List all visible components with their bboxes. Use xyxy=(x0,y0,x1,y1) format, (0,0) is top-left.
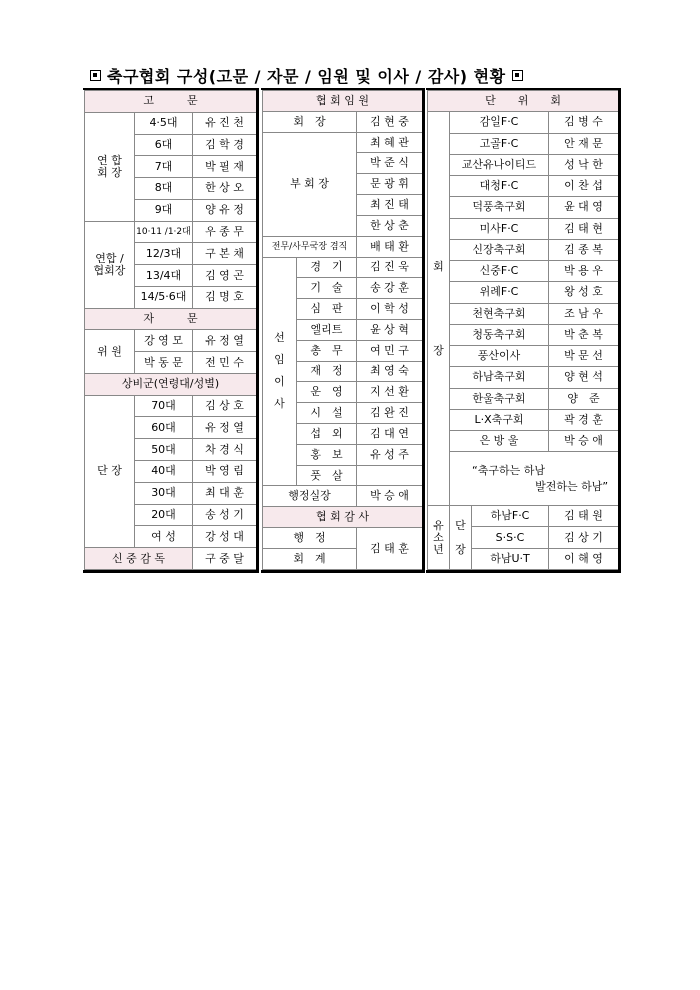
name-cell: 박 동 문 xyxy=(135,352,193,374)
role-cell: 엘리트 xyxy=(297,319,357,340)
role-cell: 홍 보 xyxy=(297,444,357,465)
youth-label: 유 소 년 xyxy=(428,506,450,570)
club-cell: 천현축구회 xyxy=(450,303,549,324)
name-cell: 박 용 우 xyxy=(549,261,619,282)
name-cell: 윤 대 영 xyxy=(549,197,619,218)
name-cell: 김 학 경 xyxy=(193,134,257,156)
name-cell: 한 상 오 xyxy=(193,178,257,200)
director-label: 선 임 이 사 xyxy=(263,257,297,486)
audit-role-cell: 행 정 xyxy=(263,528,357,549)
club-cell: 은 방 울 xyxy=(450,431,549,452)
audit-header: 협 회 감 사 xyxy=(263,507,423,528)
supervisor-label: 신 중 감 독 xyxy=(85,548,193,570)
club-panel xyxy=(427,90,618,570)
club-cell: 한울축구회 xyxy=(450,388,549,409)
club-cell: 하남U·T xyxy=(472,548,549,569)
title-text: 축구협회 구성(고문 / 자문 / 임원 및 이사 / 감사) 현황 xyxy=(107,67,506,86)
age-cell: 60대 xyxy=(135,417,193,439)
name-cell: 김 명 호 xyxy=(193,286,257,308)
club-cell: 청동축구회 xyxy=(450,324,549,345)
secretary-label: 전무/사무국장 겸직 xyxy=(263,236,357,257)
name-cell: 강 영 모 xyxy=(135,330,193,352)
name-cell: 김 태 현 xyxy=(549,218,619,239)
name-cell: 왕 성 호 xyxy=(549,282,619,303)
role-cell: 기 술 xyxy=(297,278,357,299)
name-cell: 김 상 호 xyxy=(193,395,257,417)
role-cell: 심 판 xyxy=(297,299,357,320)
age-cell: 50대 xyxy=(135,439,193,461)
slogan xyxy=(450,452,619,506)
advisor-panel xyxy=(84,90,256,570)
role-cell: 운 영 xyxy=(297,382,357,403)
name-cell: 유 진 천 xyxy=(193,112,257,134)
age-cell: 여 성 xyxy=(135,526,193,548)
name-cell: 김 대 연 xyxy=(357,424,423,445)
name-cell: 구 본 채 xyxy=(193,243,257,265)
club-cell: 풍산이사 xyxy=(450,346,549,367)
club-president-label: 회 장 xyxy=(428,112,450,506)
standing-team-header: 상비군(연령대/성별) xyxy=(85,373,257,395)
name-cell: 차 경 식 xyxy=(193,439,257,461)
name-cell: 송 성 기 xyxy=(193,504,257,526)
name-cell: 양 준 xyxy=(549,388,619,409)
team-leader-label: 단 장 xyxy=(85,395,135,547)
name-cell: 윤 상 혁 xyxy=(357,319,423,340)
black-square-icon xyxy=(512,70,523,81)
name-cell: 최 진 태 xyxy=(357,195,423,216)
name-cell: 조 남 우 xyxy=(549,303,619,324)
name-cell: 지 선 환 xyxy=(357,382,423,403)
name-cell: 이 찬 섭 xyxy=(549,176,619,197)
name-cell: 이 학 성 xyxy=(357,299,423,320)
term-cell: 13/4대 xyxy=(135,265,193,287)
advisor-table xyxy=(84,90,257,570)
name-cell: 김 상 기 xyxy=(549,527,619,548)
term-cell: 7대 xyxy=(135,156,193,178)
name-cell: 김 완 진 xyxy=(357,403,423,424)
role-cell: 시 설 xyxy=(297,403,357,424)
age-cell: 20대 xyxy=(135,504,193,526)
officers-panel xyxy=(262,90,422,570)
vice-president-label: 부 회 장 xyxy=(263,132,357,236)
name-cell: 최 혜 관 xyxy=(357,132,423,153)
name-cell: 유 성 주 xyxy=(357,444,423,465)
name-cell: 박 영 림 xyxy=(193,461,257,483)
term-cell: 9대 xyxy=(135,199,193,221)
assoc-president-label: 연합 / 협회장 xyxy=(85,221,135,308)
name-cell: 박 준 식 xyxy=(357,153,423,174)
club-cell: L·X축구회 xyxy=(450,409,549,430)
name-cell: 박 필 재 xyxy=(193,156,257,178)
union-president-label: 연 합 회 장 xyxy=(85,112,135,221)
role-cell: 총 무 xyxy=(297,340,357,361)
name-cell: 최 대 훈 xyxy=(193,482,257,504)
club-cell: 하남F·C xyxy=(472,506,549,527)
name-cell: 여 민 구 xyxy=(357,340,423,361)
age-cell: 70대 xyxy=(135,395,193,417)
role-cell: 풋 살 xyxy=(297,465,357,486)
name-cell: 양 유 정 xyxy=(193,199,257,221)
club-header: 단 위 회 xyxy=(428,91,619,112)
term-cell: 12/3대 xyxy=(135,243,193,265)
name-cell: 유 정 열 xyxy=(193,330,257,352)
slogan-line: 발전하는 하남” xyxy=(535,479,609,493)
name-cell: 박 문 선 xyxy=(549,346,619,367)
club-cell: 교산유나이티드 xyxy=(450,154,549,175)
club-cell: 신중F·C xyxy=(450,261,549,282)
audit-role-cell: 회 계 xyxy=(263,548,357,569)
name-cell: 양 현 석 xyxy=(549,367,619,388)
advisor-header: 고 문 xyxy=(85,91,257,113)
name-cell: 한 상 춘 xyxy=(357,215,423,236)
officers-header: 협 회 임 원 xyxy=(263,91,423,112)
name-cell: 유 정 열 xyxy=(193,417,257,439)
slogan-line: “축구하는 하남 xyxy=(472,463,545,477)
club-cell: 대청F·C xyxy=(450,176,549,197)
name-cell: 배 태 환 xyxy=(357,236,423,257)
club-cell: S·S·C xyxy=(472,527,549,548)
name-cell: 최 영 숙 xyxy=(357,361,423,382)
term-cell: 8대 xyxy=(135,178,193,200)
role-cell: 섭 외 xyxy=(297,424,357,445)
term-cell: 14/5·6대 xyxy=(135,286,193,308)
role-cell: 경 기 xyxy=(297,257,357,278)
name-cell: 전 민 수 xyxy=(193,352,257,374)
admin-chief-label: 행정실장 xyxy=(263,486,357,507)
name-cell xyxy=(357,465,423,486)
president-label: 회 장 xyxy=(263,111,357,132)
name-cell: 문 광 휘 xyxy=(357,174,423,195)
name-cell: 박 승 애 xyxy=(357,486,423,507)
name-cell: 강 성 대 xyxy=(193,526,257,548)
name-cell: 곽 경 훈 xyxy=(549,409,619,430)
name-cell: 송 강 훈 xyxy=(357,278,423,299)
name-cell: 김 현 중 xyxy=(357,111,423,132)
term-cell: 6대 xyxy=(135,134,193,156)
officers-table xyxy=(262,90,423,570)
name-cell: 김 영 곤 xyxy=(193,265,257,287)
club-cell: 신장축구회 xyxy=(450,239,549,260)
name-cell: 이 해 영 xyxy=(549,548,619,569)
name-cell: 김 태 원 xyxy=(549,506,619,527)
advisory-header: 자 문 xyxy=(85,308,257,330)
youth-leader-label: 단 장 xyxy=(450,506,472,570)
name-cell: 김 진 욱 xyxy=(357,257,423,278)
name-cell: 안 재 문 xyxy=(549,133,619,154)
club-cell: 하남축구회 xyxy=(450,367,549,388)
name-cell: 김 병 수 xyxy=(549,112,619,133)
committee-label: 위 원 xyxy=(85,330,135,374)
name-cell: 구 중 달 xyxy=(193,548,257,570)
page-title xyxy=(84,64,529,87)
black-square-icon xyxy=(90,70,101,81)
term-cell: 4·5대 xyxy=(135,112,193,134)
name-cell: 박 승 애 xyxy=(549,431,619,452)
auditor-name: 김 태 훈 xyxy=(357,528,423,570)
role-cell: 재 정 xyxy=(297,361,357,382)
club-cell: 감일F·C xyxy=(450,112,549,133)
club-cell: 위례F·C xyxy=(450,282,549,303)
term-cell: 10·11 /1·2대 xyxy=(135,221,193,243)
name-cell: 김 종 복 xyxy=(549,239,619,260)
age-cell: 40대 xyxy=(135,461,193,483)
name-cell: 박 춘 복 xyxy=(549,324,619,345)
club-cell: 미사F·C xyxy=(450,218,549,239)
age-cell: 30대 xyxy=(135,482,193,504)
club-table xyxy=(427,90,619,570)
name-cell: 우 종 무 xyxy=(193,221,257,243)
name-cell: 성 낙 한 xyxy=(549,154,619,175)
club-cell: 덕풍축구회 xyxy=(450,197,549,218)
club-cell: 고골F·C xyxy=(450,133,549,154)
